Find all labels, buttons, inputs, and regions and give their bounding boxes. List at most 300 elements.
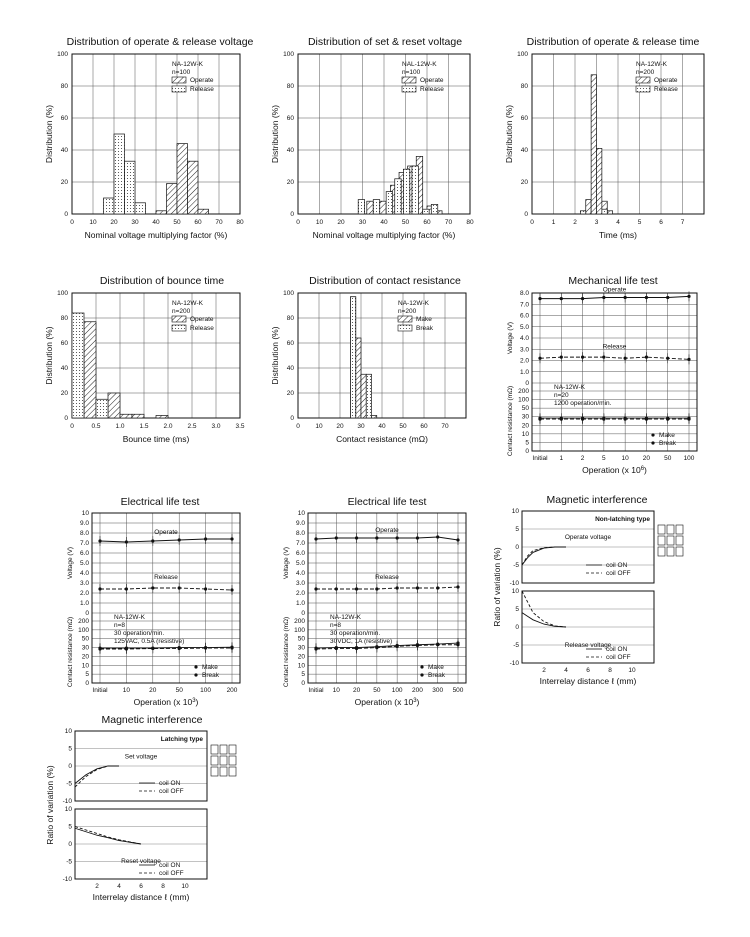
x-tick-label: Initial <box>92 687 108 694</box>
data-point <box>645 296 648 299</box>
x-tick-label: 20 <box>149 687 157 694</box>
x-tick-label: 2 <box>580 455 585 462</box>
y-tick-label: -10 <box>62 876 72 883</box>
resistance-tick-label: 5 <box>301 671 305 679</box>
x-axis-label-close: ) <box>195 697 199 707</box>
magnetic-mag_latch <box>45 714 236 902</box>
release-label: Release <box>154 574 178 581</box>
relay-cell <box>658 547 665 556</box>
resistance-tick-label: 20 <box>297 653 305 661</box>
chart-title: Magnetic interference <box>546 494 648 506</box>
relay-cell <box>676 536 683 545</box>
legend-label: coil ON <box>606 562 628 569</box>
data-point <box>204 646 207 649</box>
y-axis-label: Distribution (%) <box>44 326 54 385</box>
x-axis-label-exp: 6 <box>640 466 645 472</box>
data-point <box>436 535 439 538</box>
chart-title: Electrical life test <box>347 496 427 508</box>
data-point <box>456 643 459 646</box>
x-tick-label: 5 <box>602 455 606 462</box>
x-tick-label: 30 <box>358 219 367 226</box>
x-tick-label: 200 <box>226 687 238 694</box>
relay-cell <box>667 536 674 545</box>
x-tick-label: 3.0 <box>211 423 221 430</box>
legend-label: Break <box>416 325 433 332</box>
y-tick-label: 5 <box>68 745 72 753</box>
resistance-tick-label: 0 <box>85 680 89 687</box>
type-label: Non-latching type <box>595 516 650 523</box>
info-text: 1200 operation/min. <box>554 400 612 407</box>
y-tick-label: 10 <box>64 806 72 813</box>
y-tick-label: -10 <box>509 580 519 587</box>
y-axis-label: Ratio of variation (%) <box>45 765 55 845</box>
data-point <box>178 586 181 589</box>
y-axis-label: Ratio of variation (%) <box>492 547 502 627</box>
info-text: NA-12W-K <box>554 384 585 391</box>
chart-title: Electrical life test <box>120 496 200 508</box>
data-point <box>396 536 399 539</box>
voltage-tick-label: 8.0 <box>295 530 305 537</box>
relay-cell <box>220 756 227 765</box>
info-text: 30 operation/min. <box>114 630 165 637</box>
x-axis-label: Interrelay distance ℓ (mm) <box>539 676 637 686</box>
info-text: NA-12W-K <box>636 61 667 68</box>
voltage-tick-label: 0 <box>301 610 305 617</box>
resistance-tick-label: 20 <box>81 653 89 661</box>
info-text: 30VDC, 1A (resistive) <box>330 638 393 645</box>
legend-label: Make <box>659 432 675 439</box>
data-point <box>314 587 317 590</box>
y-axis-label: Distribution (%) <box>504 104 514 164</box>
x-tick-label: 50 <box>664 455 672 462</box>
voltage-tick-label: 10 <box>81 510 89 517</box>
y-zero-label: 0 <box>64 211 68 218</box>
data-point <box>456 538 459 541</box>
bar-release <box>431 204 437 214</box>
data-point <box>666 296 669 299</box>
bar-operate <box>156 211 167 214</box>
resistance-tick-label: 50 <box>521 405 529 413</box>
x-tick-label: 60 <box>420 423 428 430</box>
bar-release <box>403 169 409 214</box>
bar-operate <box>132 414 144 418</box>
x-tick-label: 100 <box>391 687 403 694</box>
data-point <box>375 536 378 539</box>
y-zero-label: 0 <box>64 415 68 422</box>
x-tick-label: 4 <box>616 219 620 226</box>
x-tick-label: 10 <box>628 667 636 674</box>
data-point <box>560 356 563 359</box>
legend-label: Operate <box>654 77 678 84</box>
bar-release <box>125 161 136 214</box>
legend-marker <box>420 665 423 668</box>
x-tick-label: 20 <box>352 687 361 694</box>
x-tick-label: 10 <box>315 423 323 430</box>
voltage-tick-label: 5.0 <box>79 560 89 567</box>
x-tick-label: 0 <box>296 423 300 430</box>
bar-operate <box>177 144 188 214</box>
y-axis-label: Distribution (%) <box>270 104 280 164</box>
bar-operate <box>84 322 96 418</box>
data-point <box>98 539 101 542</box>
legend-label: Break <box>202 672 219 679</box>
series-line-release <box>100 588 232 590</box>
x-tick-label: 40 <box>152 219 160 226</box>
x-tick-label: 6 <box>139 883 143 890</box>
data-point <box>125 647 128 650</box>
relay-cell <box>220 745 227 754</box>
voltage-tick-label: 10 <box>297 510 305 517</box>
x-axis-label: Contact resistance (mΩ) <box>336 434 428 444</box>
x-tick-label: 1 <box>559 455 564 462</box>
data-point <box>624 357 627 360</box>
x-tick-label: 4 <box>117 883 121 890</box>
data-point <box>416 586 419 589</box>
bar-operate <box>586 200 591 214</box>
legend-label: Break <box>659 440 676 447</box>
x-tick-label: 500 <box>452 687 464 694</box>
series-line-coil-on <box>75 828 141 844</box>
y-tick-label: 40 <box>60 365 68 372</box>
data-point <box>687 358 690 361</box>
relay-cell <box>658 525 665 534</box>
y-zero-label: 0 <box>524 211 528 218</box>
y-tick-label: 60 <box>286 115 294 122</box>
x-tick-label: 40 <box>378 423 386 430</box>
x-tick-label: 50 <box>401 219 410 226</box>
type-label: Latching type <box>160 736 203 743</box>
x-tick-label: 1 <box>551 219 556 226</box>
voltage-tick-label: 3.0 <box>79 580 89 587</box>
legend-swatch <box>172 316 186 322</box>
x-tick-label: 1.5 <box>139 423 149 430</box>
info-text: NA-12W-K <box>398 300 429 307</box>
y-tick-label: 100 <box>283 51 294 58</box>
series-line-coil-off <box>522 547 566 565</box>
legend-label: coil OFF <box>159 788 184 795</box>
series-line-make <box>100 647 232 648</box>
x-axis-label: Nominal voltage multiplying factor (%) <box>312 230 456 240</box>
chart-title: Distribution of contact resistance <box>309 275 461 287</box>
x-tick-label: 80 <box>466 219 474 226</box>
legend-label: coil OFF <box>159 870 184 877</box>
bottom-panel-label: Reset voltage <box>121 858 161 865</box>
data-point <box>560 297 563 300</box>
x-tick-label: 50 <box>373 687 381 694</box>
voltage-axis-label: Voltage (V) <box>283 546 290 580</box>
top-panel-label: Set voltage <box>124 753 158 761</box>
info-text: NA-12W-K <box>172 61 203 68</box>
info-text: 125VAC, 0.5A (resistive) <box>114 638 185 645</box>
voltage-tick-label: 7.0 <box>519 301 529 309</box>
voltage-tick-label: 3.0 <box>295 580 305 587</box>
data-point <box>314 647 317 650</box>
data-point <box>538 297 541 300</box>
data-point <box>375 646 378 649</box>
data-point <box>375 587 378 590</box>
voltage-tick-label: 8.0 <box>519 290 529 297</box>
resistance-axis-label: Contact resistance (mΩ) <box>283 616 290 688</box>
legend-label: Operate <box>190 77 214 84</box>
y-tick-label: 40 <box>520 147 528 154</box>
relay-cell <box>229 745 236 754</box>
data-point <box>335 647 338 650</box>
y-tick-label: 0 <box>515 544 519 551</box>
legend-label: coil OFF <box>606 654 631 661</box>
bar-release <box>114 134 125 214</box>
data-point <box>602 296 605 299</box>
life-test-elec_life_2 <box>283 496 466 707</box>
x-axis-label-main: Operation (x 10 <box>354 697 414 707</box>
magnetic-mag_nonlatch <box>492 494 683 686</box>
data-point <box>230 588 233 591</box>
y-tick-label: -5 <box>513 642 519 649</box>
bar-release <box>386 192 392 214</box>
voltage-tick-label: 4.0 <box>519 335 529 342</box>
info-text: n=200 <box>172 308 191 315</box>
info-text: NA-12W-K <box>172 300 203 307</box>
bar-release <box>395 179 401 214</box>
y-tick-label: 0 <box>515 624 519 631</box>
resistance-tick-label: 50 <box>297 635 305 643</box>
x-tick-label: 0.5 <box>91 423 101 430</box>
relay-cell <box>229 767 236 776</box>
data-point <box>151 586 154 589</box>
x-tick-label: 100 <box>683 455 695 462</box>
x-tick-label: 300 <box>432 687 444 694</box>
info-text: n=200 <box>636 69 655 76</box>
legend-swatch <box>398 325 412 331</box>
y-tick-label: 100 <box>517 51 528 58</box>
voltage-tick-label: 4.0 <box>79 570 89 577</box>
y-tick-label: -5 <box>66 858 72 866</box>
chart-title: Distribution of operate & release voltage <box>66 36 254 48</box>
voltage-tick-label: 5.0 <box>519 323 529 331</box>
data-point <box>581 297 584 300</box>
x-axis-label-exp: 3 <box>192 698 196 704</box>
data-point <box>560 417 563 420</box>
voltage-tick-label: 6.0 <box>79 550 89 557</box>
chart-title: Distribution of set & reset voltage <box>307 36 463 48</box>
y-zero-label: 0 <box>290 211 294 218</box>
y-tick-label: -10 <box>509 660 519 667</box>
bar-release <box>358 200 364 214</box>
y-tick-label: 60 <box>520 115 528 122</box>
bottom-panel-label: Release voltage <box>564 642 612 649</box>
data-point <box>98 647 101 650</box>
legend-label: Release <box>654 86 678 93</box>
legend-label: Release <box>190 86 214 93</box>
data-point <box>314 537 317 540</box>
x-tick-label: 70 <box>444 219 453 226</box>
y-tick-label: 20 <box>520 179 528 186</box>
chart-title: Distribution of operate & release time <box>526 36 700 48</box>
y-tick-label: 60 <box>60 115 68 122</box>
resistance-tick-label: 30 <box>297 644 305 652</box>
resistance-tick-label: 100 <box>518 396 529 404</box>
data-point <box>538 417 541 420</box>
x-axis-label-main: Operation (x 10 <box>133 697 193 707</box>
y-tick-label: 5 <box>68 823 72 831</box>
x-tick-label: 70 <box>441 423 449 430</box>
relay-cell <box>220 767 227 776</box>
top-panel-label: Operate voltage <box>564 534 612 542</box>
data-point <box>581 356 584 359</box>
x-tick-label: 50 <box>173 219 181 226</box>
bar-make <box>361 374 366 418</box>
relay-cell <box>211 756 218 765</box>
legend-marker <box>651 433 654 436</box>
info-text: n=20 <box>554 392 569 399</box>
resistance-tick-label: 10 <box>81 662 89 670</box>
chart-title: Magnetic interference <box>101 714 203 726</box>
resistance-tick-label: 0 <box>525 448 529 455</box>
legend-swatch <box>172 86 186 92</box>
x-tick-label: 2 <box>95 883 99 890</box>
chart-title: Distribution of bounce time <box>99 275 225 287</box>
relay-cell <box>211 767 218 776</box>
bar-release <box>412 166 418 214</box>
voltage-tick-label: 2.0 <box>519 357 529 365</box>
life-test-mech_life <box>507 275 697 475</box>
x-axis-label-close: ) <box>416 697 420 707</box>
y-tick-label: 100 <box>283 290 294 297</box>
y-axis-label: Distribution (%) <box>270 326 280 385</box>
voltage-axis-label: Voltage (V) <box>67 546 74 580</box>
resistance-tick-label: 20 <box>521 422 529 430</box>
legend-marker <box>651 441 654 444</box>
bar-make <box>356 338 361 418</box>
resistance-tick-label: 10 <box>297 662 305 670</box>
release-label: Release <box>602 343 627 351</box>
data-point <box>581 417 584 420</box>
series-line-coil-on <box>75 766 119 784</box>
bar-operate <box>167 184 178 214</box>
bar-release <box>580 211 585 214</box>
data-point <box>335 536 338 539</box>
y-tick-label: 60 <box>60 340 68 347</box>
relay-cell <box>229 756 236 765</box>
x-tick-label: 200 <box>411 687 423 694</box>
x-tick-label: 80 <box>236 219 244 226</box>
x-tick-label: 60 <box>423 219 431 226</box>
y-tick-label: 80 <box>520 83 528 90</box>
bar-release <box>373 200 379 214</box>
data-point <box>355 536 358 539</box>
x-tick-label: 70 <box>215 219 223 226</box>
legend-swatch <box>636 77 650 83</box>
histogram-op_rel_time <box>504 36 704 240</box>
histogram-contact_resistance <box>270 275 466 444</box>
voltage-tick-label: 8.0 <box>79 530 89 537</box>
legend-swatch <box>398 316 412 322</box>
x-axis-label: Time (ms) <box>599 230 637 240</box>
x-tick-label: 40 <box>380 219 388 226</box>
resistance-tick-label: 200 <box>518 388 529 395</box>
y-tick-label: 100 <box>57 51 68 58</box>
relay-cell <box>676 525 683 534</box>
info-text: NA-12W-K <box>330 614 361 621</box>
data-point <box>624 417 627 420</box>
bar-operate <box>367 201 373 214</box>
bar-release <box>104 198 115 214</box>
data-point <box>416 644 419 647</box>
x-axis-label-main: Operation (x 10 <box>582 465 641 475</box>
relay-cell <box>676 547 683 556</box>
x-axis-label <box>134 697 199 707</box>
data-point <box>624 296 627 299</box>
x-tick-label: 3.5 <box>235 423 245 430</box>
x-tick-label: 10 <box>621 455 629 462</box>
x-tick-label: 7 <box>680 219 685 226</box>
data-point <box>538 357 541 360</box>
resistance-tick-label: 5 <box>85 671 89 679</box>
relay-cell <box>211 745 218 754</box>
series-line-operate <box>100 539 232 542</box>
voltage-tick-label: 6.0 <box>295 550 305 557</box>
voltage-tick-label: 0 <box>525 380 529 387</box>
data-point <box>396 645 399 648</box>
x-tick-label: 5 <box>637 219 642 226</box>
resistance-tick-label: 30 <box>81 644 89 652</box>
x-tick-label: 20 <box>110 219 118 226</box>
legend-label: Make <box>428 664 444 671</box>
y-zero-label: 0 <box>290 415 294 422</box>
x-tick-label: 0 <box>70 219 74 226</box>
operate-label: Operate <box>375 527 399 534</box>
bar-break <box>366 374 371 418</box>
resistance-axis-label: Contact resistance (mΩ) <box>507 385 514 457</box>
data-point <box>151 539 154 542</box>
y-tick-label: 20 <box>286 390 294 397</box>
legend-marker <box>194 665 197 668</box>
legend-label: Break <box>428 672 445 679</box>
legend-swatch <box>172 325 186 331</box>
bar-operate <box>188 161 199 214</box>
info-text: NA-12W-K <box>114 614 145 621</box>
bar-operate <box>108 393 120 418</box>
y-tick-label: 80 <box>60 315 68 322</box>
histogram-bounce_time <box>44 275 245 444</box>
info-text: n=8 <box>114 622 126 629</box>
resistance-tick-label: 200 <box>294 618 305 625</box>
voltage-tick-label: 2.0 <box>79 590 89 597</box>
bar-break <box>351 297 356 418</box>
data-point <box>396 586 399 589</box>
x-axis-label-close: ) <box>644 465 647 475</box>
x-tick-label: 0 <box>70 423 74 430</box>
voltage-tick-label: 6.0 <box>519 312 529 320</box>
bar-release <box>135 203 146 214</box>
legend-label: Release <box>420 86 444 93</box>
x-tick-label: 2.5 <box>187 423 197 430</box>
info-text: n=100 <box>402 69 421 76</box>
x-tick-label: 1.0 <box>115 423 125 430</box>
histogram-set_reset_voltage <box>270 36 474 240</box>
bar-operate <box>591 75 596 214</box>
data-point <box>125 540 128 543</box>
x-tick-label: 0 <box>296 219 300 226</box>
x-tick-label: 2.0 <box>163 423 173 430</box>
data-point <box>687 295 690 298</box>
y-tick-label: -10 <box>62 798 72 805</box>
series-line-coil-on <box>522 613 566 627</box>
voltage-tick-label: 1.0 <box>79 600 89 607</box>
relay-array-diagram <box>211 745 236 776</box>
y-tick-label: 20 <box>60 390 68 397</box>
operate-label: Operate <box>602 286 627 294</box>
x-axis-label <box>355 697 420 707</box>
